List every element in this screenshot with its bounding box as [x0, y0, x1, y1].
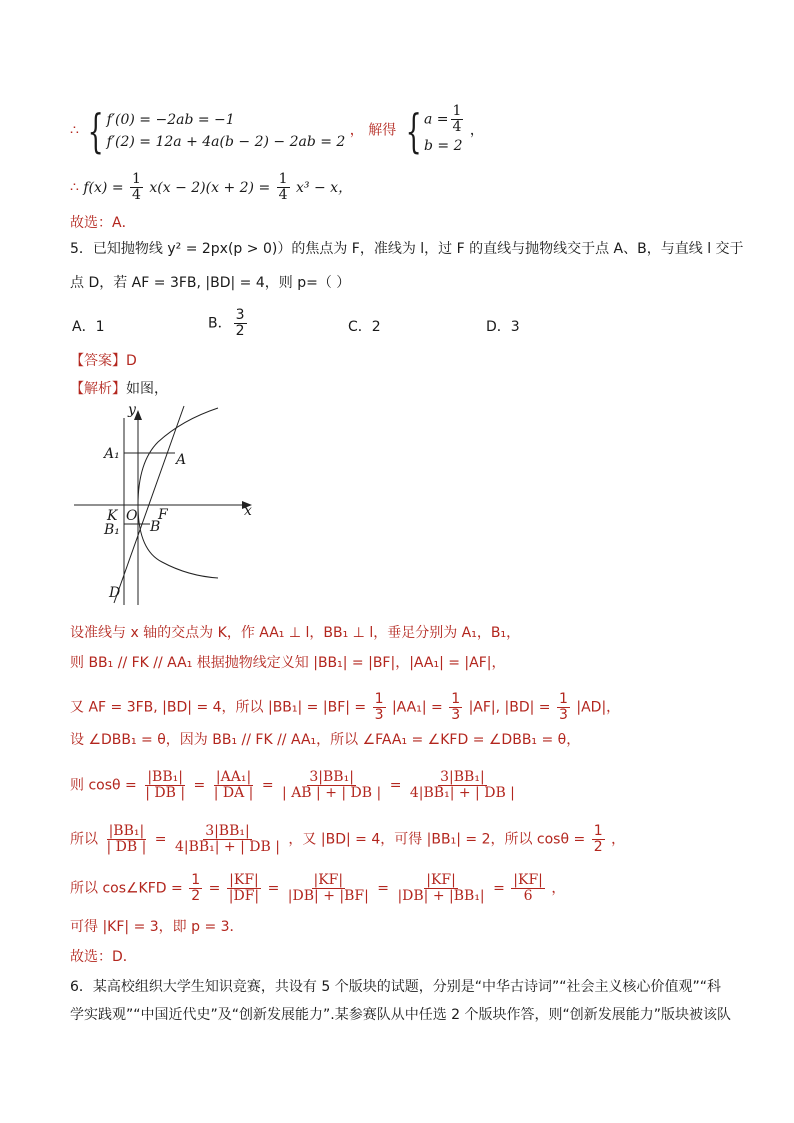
- label-o: O: [126, 508, 138, 524]
- left-brace: {: [405, 103, 422, 158]
- label-b: B: [150, 519, 161, 535]
- solution-step-2: 则 BB₁ // FK // AA₁ 根据抛物线定义知 |BB₁| = |BF|，|AA₁| = |AF|，: [70, 655, 506, 671]
- solution-step-1: 设准线与 x 轴的交点为 K，作 AA₁ ⊥ l，BB₁ ⊥ l，垂足分别为 A₁，B₁，: [70, 625, 521, 641]
- fx-expression: f(x) = $\frac{1}{4}$ x(x − 2)(x + 2) = $\frac{1}{4}$ x³ − x，: [83, 171, 353, 203]
- solution-system: [401, 104, 466, 157]
- solution-b: b = 2: [423, 138, 463, 154]
- system-equation-1: f′(0) = −2ab = −1: [106, 111, 235, 128]
- option-b: B． $\frac{3}{2}$: [208, 307, 245, 339]
- label-a: A: [176, 452, 187, 468]
- answer-label: 【答案】: [70, 353, 126, 369]
- label-d: D: [109, 585, 121, 601]
- option-d: D．3: [486, 319, 520, 335]
- question-6-line-2: 学实践观”“中国近代史”及“创新发展能力”.某参赛队从中任选 2 个版块作答，则“创新发展能力”版块被该队: [70, 1007, 732, 1023]
- analysis-text: 如图，: [126, 381, 168, 397]
- therefore-symbol: ∴: [70, 122, 79, 139]
- label-b1: B₁: [104, 522, 120, 538]
- parabola-figure: [70, 400, 260, 610]
- solution-step-5: 则 cosθ = $\frac{\text{|BB₁|}}{| DB |}$ = $\frac{\text{|AA₁|}}{| DA |}$ = $\frac{\text{3|BB₁|}}{| AB | + | DB |}$ = $\frac{\text{3|BB₁|}}{\text{4|BB₁| + | DB |}}$: [70, 769, 515, 801]
- left-brace: {: [87, 103, 105, 158]
- equation-system: [83, 103, 346, 158]
- label-f: F: [158, 507, 168, 523]
- answer-value: D: [126, 353, 137, 369]
- conclusion-a: 故选：A．: [70, 215, 136, 231]
- solution-step-8: 可得 |KF| = 3，即 p = 3．: [70, 919, 244, 935]
- option-a: A．1: [72, 319, 105, 335]
- label-y: y: [128, 402, 136, 418]
- answer-line: [70, 352, 137, 370]
- question-5-line-1: 5．已知抛物线 y² = 2px(p > 0)）的焦点为 F，准线为 l，过 F 的直线与抛物线交于点 A、B，与直线 l 交于: [70, 241, 744, 257]
- question-5-line-2: 点 D，若 AF = 3FB, |BD| = 4，则 p=（ ）: [70, 275, 351, 291]
- solution-step-4: 设 ∠DBB₁ = θ，因为 BB₁ // FK // AA₁，所以 ∠FAA₁ = ∠KFD = ∠DBB₁ = θ，: [70, 732, 581, 748]
- parabola-curve: [138, 408, 218, 578]
- question-6-line-1: 6．某高校组织大学生知识竞赛，共设有 5 个版块的试题，分别是“中华古诗词”“社会主义核心价值观”“科: [70, 979, 721, 995]
- option-c: C．2: [348, 319, 381, 335]
- solution-a: a = $\frac{1}{4}$: [423, 103, 462, 135]
- solution-step-7: 所以 cos∠KFD = $\frac{1}{2}$ = $\frac{|KF|}{|DF|}$ = $\frac{|KF|}{|DB| + |BF|}$ = $\frac{|KF|}{\text{|DB| + |BB₁|}}$ = $\frac{|KF|}{6}$ ，: [70, 872, 566, 904]
- separator: ，: [469, 122, 484, 139]
- system-equation-2: f′(2) = 12a + 4a(b − 2) − 2ab = 2: [106, 133, 346, 150]
- solution-system-line: [70, 104, 484, 157]
- analysis-label: 【解析】: [70, 381, 126, 397]
- label-k: K: [107, 508, 118, 524]
- analysis-line: [70, 380, 168, 398]
- conclusion-d: 故选：D．: [70, 949, 137, 965]
- solve-label: 解得: [368, 122, 397, 139]
- solution-step-6: 所以 $\frac{\text{|BB₁|}}{| DB |}$ = $\frac{\text{3|BB₁|}}{\text{4|BB₁| + | DB |}}$ ，又 |BD| = 4，可得 |BB₁| = 2，所以 cosθ = $\frac{1}{2}$ ，: [70, 823, 626, 855]
- separator: ，: [349, 122, 364, 139]
- therefore-symbol: ∴: [70, 179, 79, 196]
- label-x: x: [244, 503, 252, 519]
- fx-line: [70, 172, 352, 203]
- label-a1: A₁: [104, 446, 120, 462]
- solution-step-3: 又 AF = 3FB, |BD| = 4，所以 |BB₁| = |BF| = $\frac{1}{3}$ |AA₁| = $\frac{1}{3}$ |AF|, |BD| = $\frac{1}{3}$ |AD|，: [70, 691, 621, 723]
